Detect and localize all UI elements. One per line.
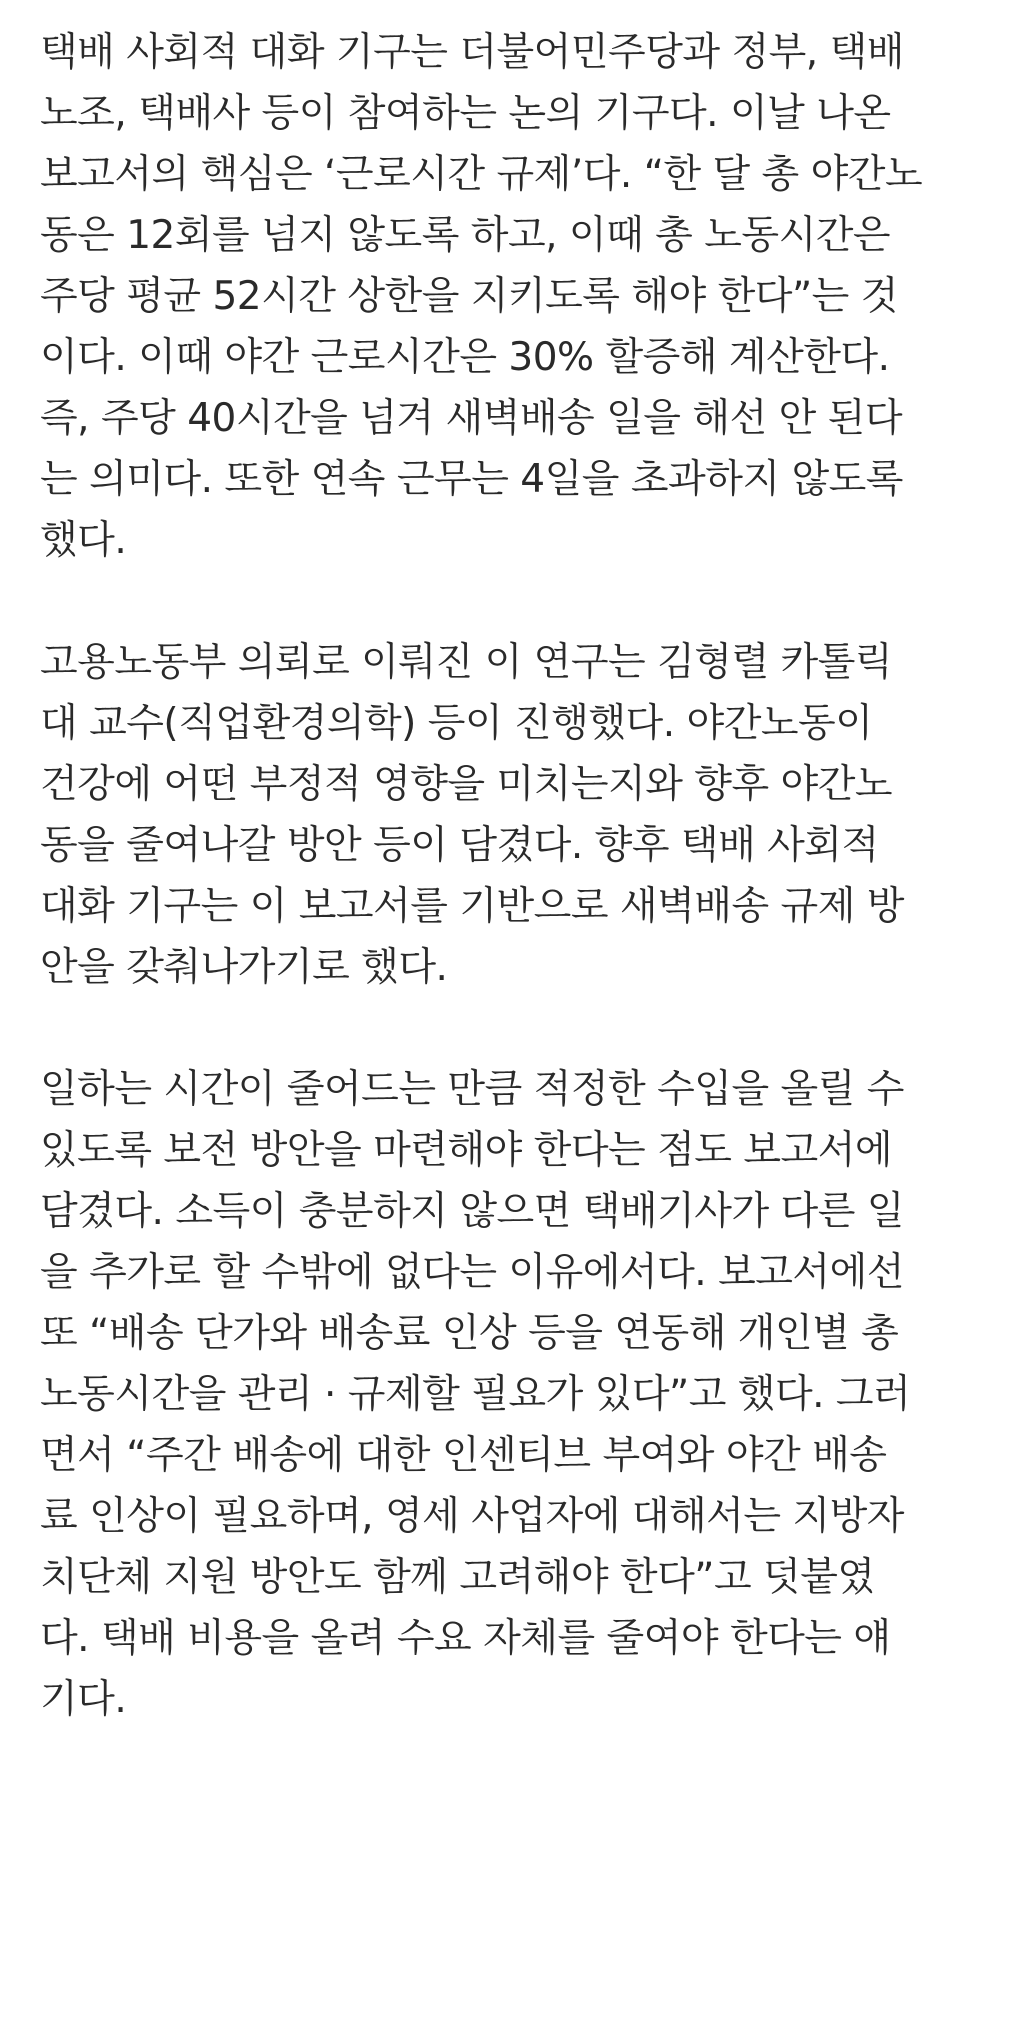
text-line: 또 “배송 단가와 배송료 인상 등을 연동해 개인별 총 [40,1311,899,1356]
text-line: 대 교수(직업환경의학) 등이 진행했다. 야간노동이 [40,701,873,746]
text-line: 즉, 주당 40시간을 넘겨 새벽배송 일을 해선 안 된다 [40,396,903,441]
text-line: 택배 사회적 대화 기구는 더불어민주당과 정부, 택배 [40,30,904,75]
text-line: 건강에 어떤 부정적 영향을 미치는지와 향후 야간노 [40,762,893,807]
text-line: 면서 “주간 배송에 대한 인센티브 부여와 야간 배송 [40,1433,887,1478]
text-line: 고용노동부 의뢰로 이뤄진 이 연구는 김형렬 카톨릭 [40,640,893,685]
text-line: 치단체 지원 방안도 함께 고려해야 한다”고 덧붙였 [40,1555,875,1600]
paragraph-2 [40,632,1002,998]
paragraph-spacer [40,998,1002,1059]
text-line: 동을 줄여나갈 방안 등이 담겼다. 향후 택배 사회적 [40,823,879,868]
paragraph-1 [40,22,1002,571]
text-line: 다. 택배 비용을 올려 수요 자체를 줄여야 한다는 얘 [40,1616,891,1661]
paragraph-spacer [40,571,1002,632]
text-line: 했다. [40,518,127,563]
text-line: 노동시간을 관리 · 규제할 필요가 있다”고 했다. 그러 [40,1372,911,1417]
text-line: 보고서의 핵심은 ‘근로시간 규제’다. “한 달 총 야간노 [40,152,923,197]
text-line: 을 추가로 할 수밖에 없다는 이유에서다. 보고서에선 [40,1250,904,1295]
text-line: 노조, 택배사 등이 참여하는 논의 기구다. 이날 나온 [40,91,891,136]
article-body [40,22,1002,1730]
text-line: 는 의미다. 또한 연속 근무는 4일을 초과하지 않도록 [40,457,903,502]
text-line: 기다. [40,1677,127,1722]
paragraph-3 [40,1059,1002,1730]
text-line: 료 인상이 필요하며, 영세 사업자에 대해서는 지방자 [40,1494,904,1539]
text-line: 동은 12회를 넘지 않도록 하고, 이때 총 노동시간은 [40,213,891,258]
text-line: 대화 기구는 이 보고서를 기반으로 새벽배송 규제 방 [40,884,904,929]
text-line: 있도록 보전 방안을 마련해야 한다는 점도 보고서에 [40,1128,893,1173]
text-line: 이다. 이때 야간 근로시간은 30% 할증해 계산한다. [40,335,890,380]
text-line: 안을 갖춰나가기로 했다. [40,945,448,990]
text-line: 담겼다. 소득이 충분하지 않으면 택배기사가 다른 일 [40,1189,904,1234]
text-line: 주당 평균 52시간 상한을 지키도록 해야 한다”는 것 [40,274,898,319]
text-line: 일하는 시간이 줄어드는 만큼 적정한 수입을 올릴 수 [40,1067,904,1112]
